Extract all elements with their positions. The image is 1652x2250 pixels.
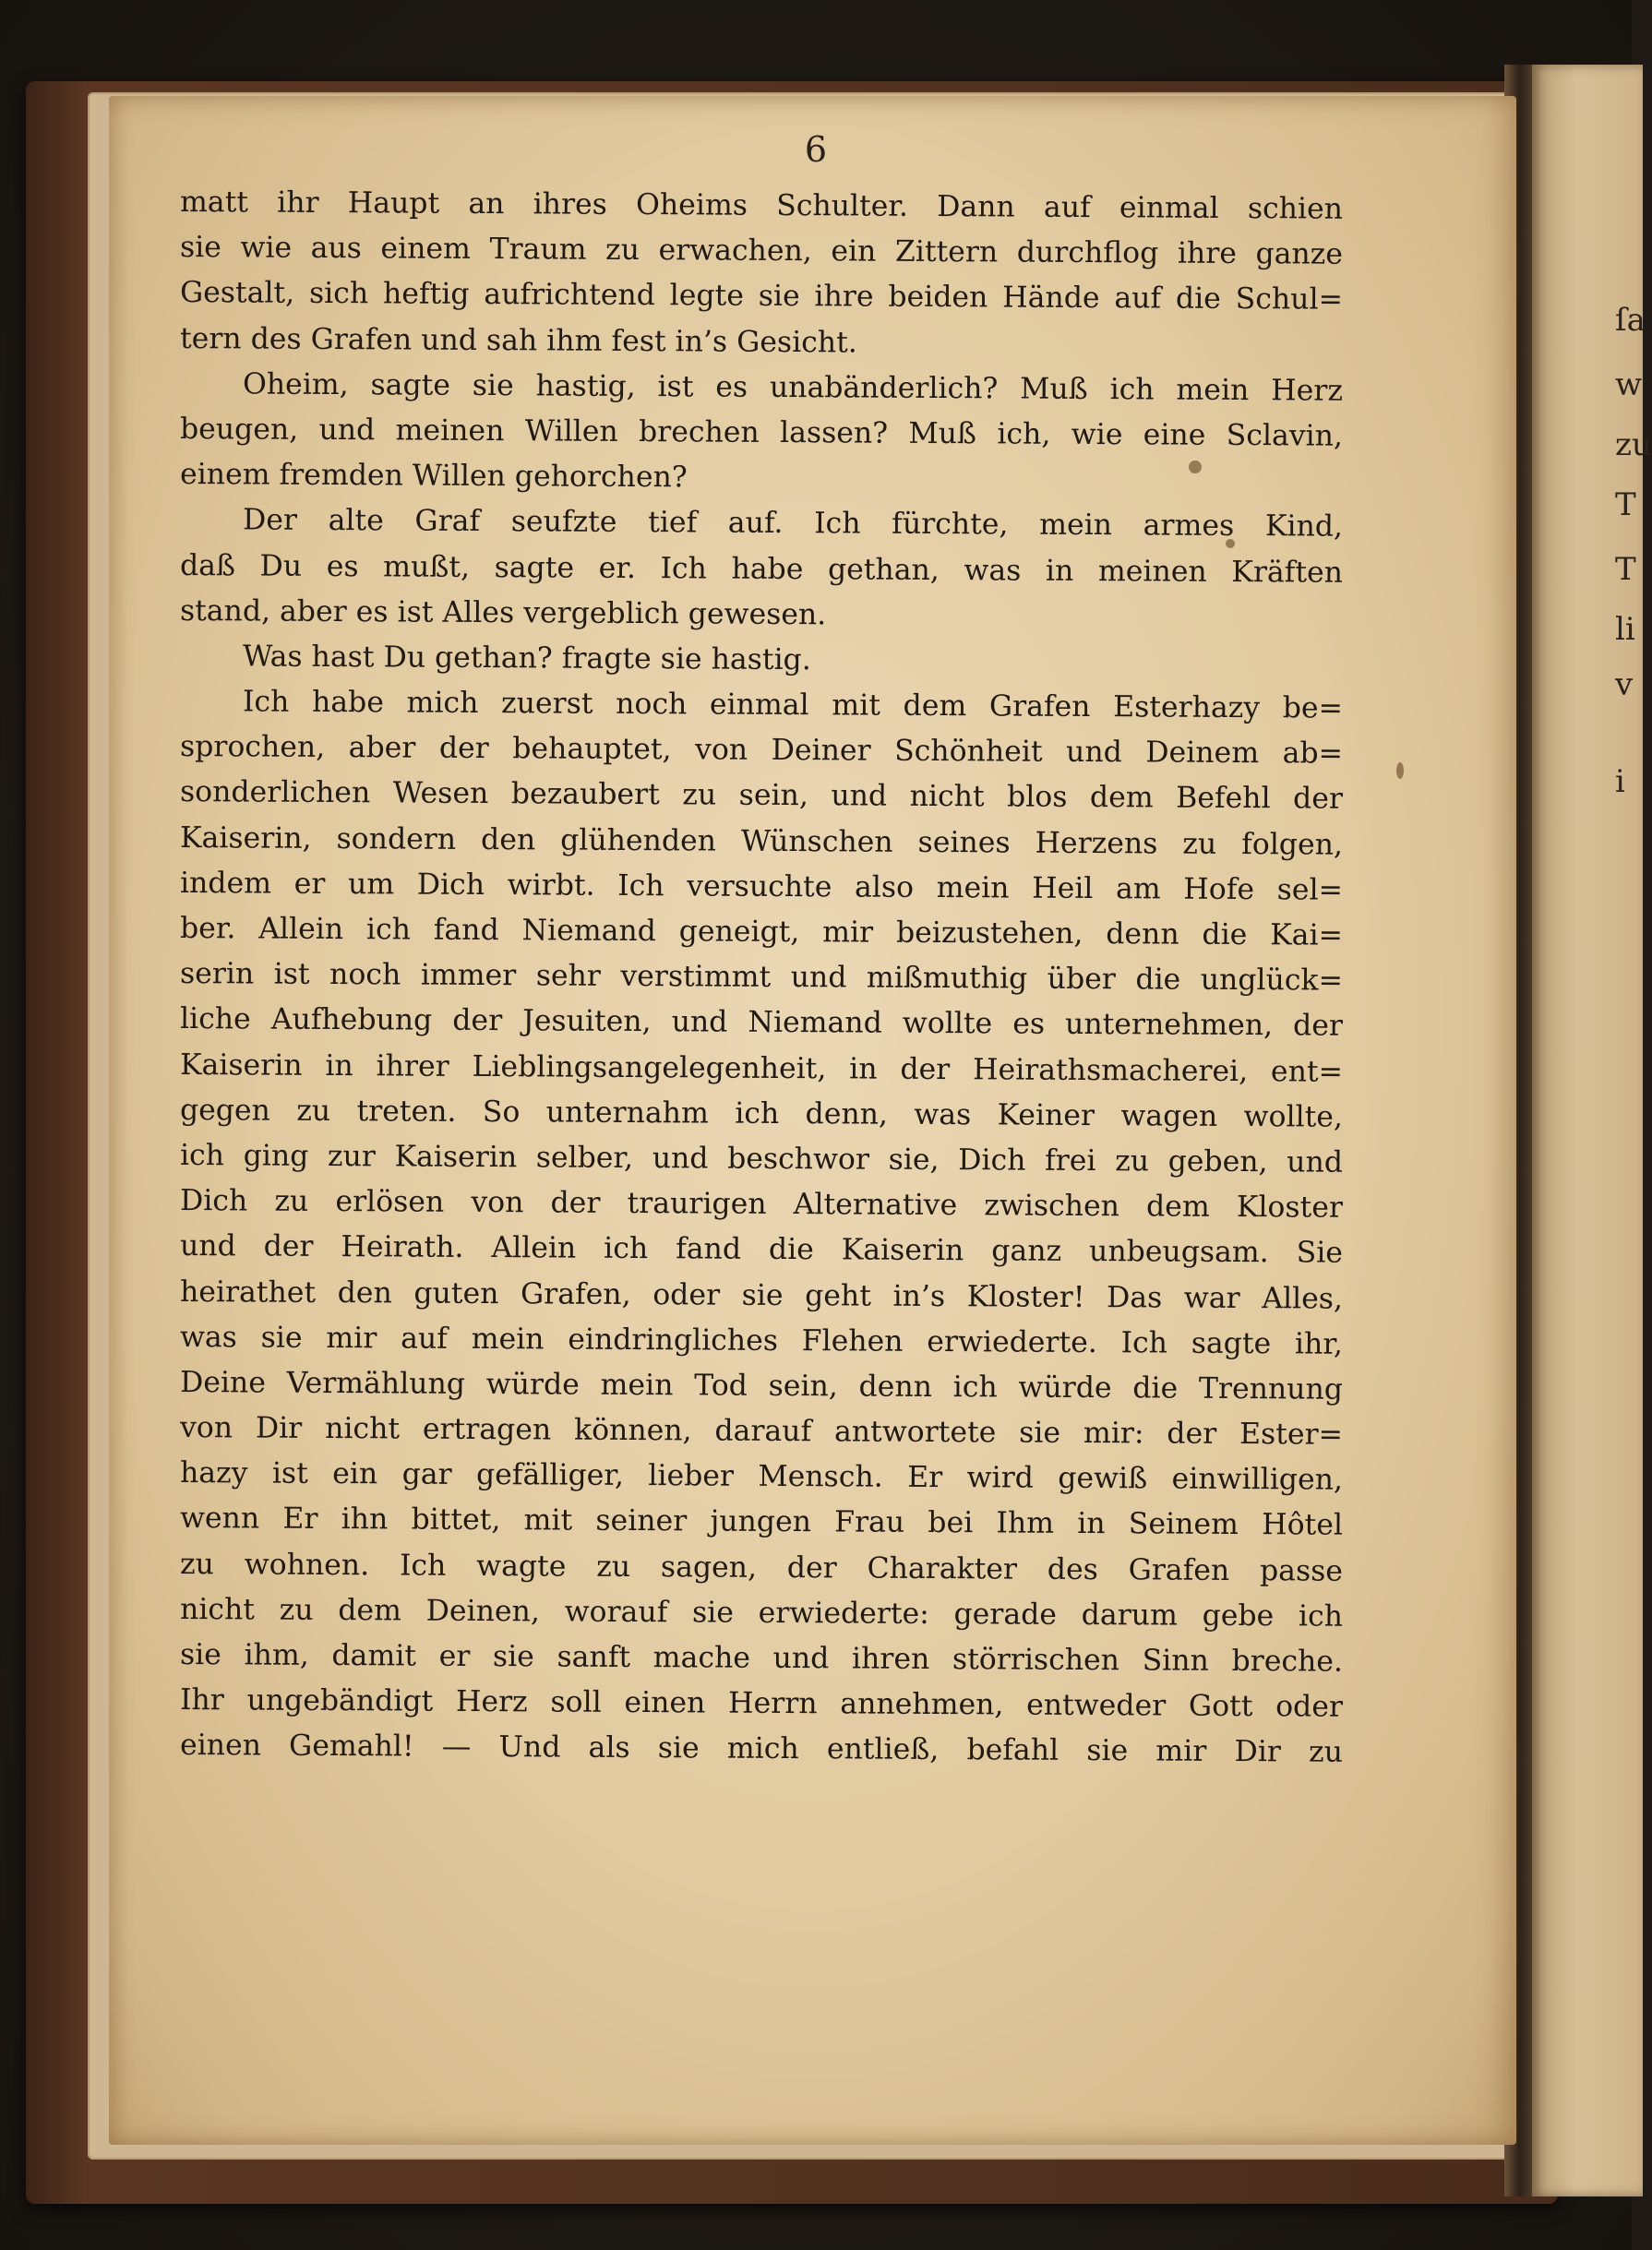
text-line: Kaiserin in ihrer Lieblingsangelegenheit, in der Heirathsmacherei, ent= [179,1047,1344,1089]
facing-page-fragment: v [1615,666,1634,703]
facing-page-edge [1532,65,1652,2196]
text-line: wenn Er ihn bittet, mit seiner jungen Frau bei Ihm in Seinem Hôtel [179,1502,1344,1543]
body-text [180,180,1343,1769]
text-line: gegen zu treten. So unternahm ich denn, was Keiner wagen wollte, [179,1093,1344,1134]
facing-page-fragment: w [1615,366,1643,403]
text-line: von Dir nicht ertragen können, darauf antwortete sie mir: der Ester= [179,1411,1344,1452]
facing-page-fragment: zu [1615,426,1652,463]
facing-page-fragment: i [1615,763,1625,800]
text-line: Kaiserin, sondern den glühenden Wünschen seines Herzens zu folgen, [179,820,1344,862]
text-line: ich ging zur Kaiserin selber, und beschwor sie, Dich frei zu geben, und [179,1138,1344,1179]
text-line: Gestalt, sich heftig aufrichtend legte sie ihre beiden Hände auf die Schul= [179,276,1344,317]
text-line: stand, aber es ist Alles vergeblich gewesen. [179,593,827,631]
text-line: was sie mir auf mein eindringliches Flehen erwiederte. Ich sagte ihr, [179,1320,1344,1361]
facing-page-fragment: T [1615,486,1636,523]
text-line: Dich zu erlösen von der traurigen Alternative zwischen dem Kloster [179,1184,1344,1225]
text-line: sprochen, aber der behauptet, von Deiner Schönheit und Deinem ab= [179,730,1344,771]
page-number: 6 [804,129,828,170]
text-line: einem fremden Willen gehorchen? [179,458,688,495]
text-line: heirathet den guten Grafen, oder sie geht in’s Kloster! Das war Alles, [179,1275,1344,1316]
text-line: serin ist noch immer sehr verstimmt und mißmuthig über die unglück= [179,957,1344,998]
text-line: ber. Allein ich fand Niemand geneigt, mir beizustehen, denn die Kai= [179,912,1344,952]
text-line: zu wohnen. Ich wagte zu sagen, der Charakter des Grafen passe [179,1547,1344,1588]
text-line: matt ihr Haupt an ihres Oheims Schulter. Dann auf einmal schien [179,186,1344,226]
text-line: Oheim, sagte sie hastig, ist es unabänderlich? Muß ich mein Herz [242,367,1344,408]
text-line: Ihr ungebändigt Herz soll einen Herrn annehmen, entweder Gott oder [179,1683,1344,1724]
text-line: Deine Vermählung würde mein Tod sein, denn ich würde die Trennung [179,1365,1344,1406]
text-line: indem er um Dich wirbt. Ich versuchte also mein Heil am Hofe sel= [179,866,1344,907]
facing-page-fragment: T [1615,551,1636,588]
text-line: sonderlichen Wesen bezaubert zu sein, und nicht blos dem Befehl der [179,775,1344,817]
text-line: sie ihm, damit er sie sanft mache und ihren störrischen Sinn breche. [179,1638,1344,1679]
facing-page-fragment: ſa [1615,302,1646,339]
text-line: einen Gemahl! — Und als sie mich entließ, befahl sie mir Dir zu [179,1729,1344,1770]
text-line: Was hast Du gethan? fragte sie hastig. [242,640,811,677]
text-line: Der alte Graf seufzte tief auf. Ich fürchte, mein armes Kind, [242,503,1344,545]
facing-page-fragment: li [1615,611,1635,648]
text-line: daß Du es mußt, sagte er. Ich habe gethan, was in meinen Kräften [179,548,1344,590]
ink-stain [1396,762,1404,779]
text-line: sie wie aus einem Traum zu erwachen, ein Zittern durchflog ihre ganze [179,231,1344,271]
text-line: und der Heirath. Allein ich fand die Kaiserin ganz unbeugsam. Sie [179,1229,1344,1271]
text-line: beugen, und meinen Willen brechen lassen? Muß ich, wie eine Sclavin, [179,412,1344,453]
text-line: tern des Grafen und sah ihm fest in’s Gesicht. [179,321,857,360]
text-line: Ich habe mich zuerst noch einmal mit dem Grafen Esterhazy be= [242,685,1344,725]
text-line: liche Aufhebung der Jesuiten, und Niemand wollte es unternehmen, der [179,1002,1344,1044]
text-line: nicht zu dem Deinen, worauf sie erwiederte: gerade darum gebe ich [179,1592,1344,1634]
text-line: hazy ist ein gar gefälliger, lieber Mensch. Er wird gewiß einwilligen, [179,1456,1344,1497]
